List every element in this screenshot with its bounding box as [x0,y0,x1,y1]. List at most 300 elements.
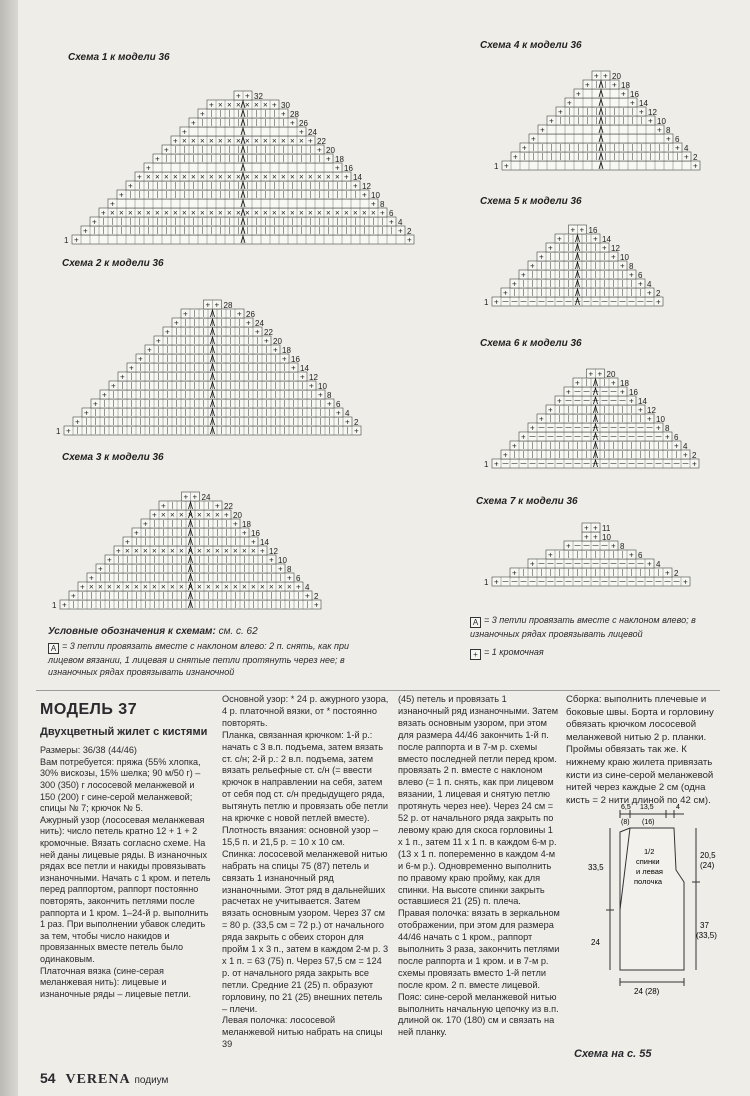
legend-item-1-text: = 3 петли провязать вместе с наклоном влево: 2 п. снять, как при лицевом вязании, 1 лицевая и снятые петли протянуть через нее; в изнаночных рядах провязывать изнаночной [48,641,349,677]
svg-text:×: × [182,172,187,182]
svg-text:+: + [648,116,653,126]
row-number-label: 20 [273,337,282,346]
chart-row [546,550,643,560]
row-number-label: 12 [648,108,657,117]
svg-text:×: × [272,136,277,146]
svg-text:+: + [138,354,143,364]
row-number-label: 6 [296,574,301,583]
chart-row [100,390,332,400]
svg-text:×: × [335,208,340,218]
svg-text:×: × [254,208,259,218]
svg-text:+: + [494,459,499,469]
svg-text:+: + [300,372,305,382]
svg-text:+: + [512,279,517,289]
row-number-label: 30 [281,101,290,110]
chart-row [82,408,350,418]
svg-text:×: × [260,582,265,592]
svg-text:×: × [188,546,193,556]
chart-row [510,568,679,578]
chart-row [529,134,680,144]
row-number-label: 2 [407,227,412,236]
chart-row [52,600,321,610]
svg-text:×: × [179,582,184,592]
svg-text:×: × [146,208,151,218]
chart-row [81,226,412,236]
svg-text:+: + [273,345,278,355]
svg-text:+: + [174,318,179,328]
row-number-label: 4 [398,218,403,227]
chart-row [587,369,616,379]
svg-text:+: + [656,297,661,307]
svg-text:+: + [597,369,603,379]
chart-row [546,243,620,253]
svg-text:×: × [134,546,139,556]
svg-text:×: × [209,208,214,218]
svg-text:+: + [638,279,643,289]
svg-text:+: + [512,568,517,578]
svg-text:×: × [170,582,175,592]
row-number-label: 1 [56,427,61,436]
chart-row [87,573,301,583]
chart-row [510,441,688,451]
row-number-label: 6 [638,551,643,560]
row-number-label: 14 [353,173,362,182]
svg-text:+: + [80,582,85,592]
row-number-label: 4 [345,409,350,418]
svg-text:×: × [317,208,322,218]
chart-row [484,459,699,469]
svg-text:+: + [354,426,359,436]
svg-text:+: + [236,91,241,101]
decrease-symbol-icon: A [48,643,59,654]
svg-text:×: × [254,136,259,146]
svg-text:+: + [200,109,205,119]
row-number-label: 10 [318,382,327,391]
chart-row [105,555,287,565]
svg-text:×: × [254,100,259,110]
svg-text:×: × [245,100,250,110]
chart-row [90,217,403,227]
svg-text:+: + [588,369,594,379]
svg-text:×: × [290,208,295,218]
row-number-label: 12 [309,373,318,382]
legend-item-3-text: = 1 кромочная [484,647,544,657]
svg-text:+: + [299,127,304,137]
chart-row [154,336,282,346]
svg-text:+: + [129,363,134,373]
svg-text:+: + [83,226,88,236]
svg-text:+: + [291,363,296,373]
chart-row [141,519,251,529]
chart-row [510,279,652,289]
chart-5-title: Схема 5 к модели 36 [480,196,582,207]
chart-row [484,577,690,587]
row-number-label: 8 [327,391,332,400]
svg-text:+: + [110,199,115,209]
svg-text:+: + [362,190,367,200]
svg-text:×: × [233,582,238,592]
chart-row [501,288,661,298]
svg-text:×: × [227,136,232,146]
svg-text:+: + [521,270,526,280]
svg-text:+: + [84,408,89,418]
svg-text:+: + [576,89,581,99]
row-number-label: 1 [64,236,69,245]
svg-text:+: + [102,390,107,400]
row-number-label: 4 [656,560,661,569]
chart-row [519,270,643,280]
dim-shoulder: 13,5 [640,804,654,811]
row-number-label: 12 [611,244,620,253]
svg-text:×: × [299,172,304,182]
svg-text:+: + [143,519,148,529]
svg-text:×: × [218,172,223,182]
chart-row [150,510,242,520]
dim-right-upper: 20,5 [700,851,716,860]
svg-text:+: + [683,450,688,460]
chart-row [127,363,309,373]
row-number-label: 14 [260,538,269,547]
svg-text:+: + [192,492,198,502]
svg-text:×: × [245,136,250,146]
svg-text:+: + [147,345,152,355]
chart-row [136,354,300,364]
svg-text:×: × [227,172,232,182]
svg-text:+: + [611,541,616,551]
svg-text:×: × [98,582,103,592]
svg-text:+: + [111,381,116,391]
dim-armhole-top: 4 [676,804,680,811]
svg-text:+: + [314,600,319,610]
svg-text:+: + [557,234,562,244]
svg-text:+: + [594,71,599,81]
row-number-label: 12 [647,406,656,415]
svg-text:×: × [251,582,256,592]
chart-row [484,297,663,307]
chart-row [569,225,598,235]
chart-row [583,80,630,90]
row-number-label: 16 [630,90,639,99]
svg-text:×: × [344,208,349,218]
row-number-label: 11 [602,524,611,533]
chart-row [520,143,689,153]
chart-row [537,252,629,262]
svg-text:×: × [281,136,286,146]
svg-text:×: × [278,582,283,592]
svg-text:×: × [308,208,313,218]
svg-text:+: + [530,423,535,433]
svg-text:×: × [224,546,229,556]
svg-text:×: × [287,582,292,592]
svg-text:+: + [278,564,283,574]
svg-text:+: + [116,546,121,556]
chart-row [126,181,371,191]
svg-text:×: × [290,136,295,146]
svg-text:×: × [107,582,112,592]
chart-row [99,208,394,218]
row-number-label: 12 [362,182,371,191]
legend-item-2 [470,614,720,640]
row-number-label: 10 [602,533,611,542]
dim-neck: 6,5 [621,804,631,811]
row-number-label: 24 [255,319,264,328]
svg-text:+: + [584,523,589,533]
svg-text:+: + [629,270,634,280]
svg-text:+: + [120,372,125,382]
svg-text:+: + [107,555,112,565]
svg-text:×: × [173,208,178,218]
chart-row [144,163,353,173]
page-number: 54 [40,1070,56,1086]
brand-logo: VERENA [65,1072,131,1087]
svg-text:+: + [611,378,616,388]
row-number-label: 8 [380,200,385,209]
svg-text:+: + [98,564,103,574]
chart-row [162,145,335,155]
row-number-label: 18 [282,346,291,355]
row-number-label: 14 [638,397,647,406]
svg-text:×: × [152,582,157,592]
row-number-label: 2 [354,418,359,427]
svg-text:×: × [125,546,130,556]
svg-text:+: + [674,441,679,451]
row-number-label: 1 [484,460,489,469]
svg-text:+: + [530,559,535,569]
svg-text:×: × [227,100,232,110]
row-number-label: 12 [269,547,278,556]
chart-2-grid [52,266,392,441]
chart-row [145,345,291,355]
row-number-label: 22 [264,328,273,337]
svg-text:+: + [255,327,260,337]
svg-text:×: × [197,546,202,556]
svg-text:+: + [165,327,170,337]
svg-text:×: × [125,582,130,592]
svg-text:+: + [629,550,634,560]
svg-text:×: × [197,582,202,592]
svg-text:+: + [503,450,508,460]
svg-text:+: + [155,154,160,164]
svg-text:+: + [522,143,527,153]
svg-text:+: + [125,537,130,547]
legend-title [48,626,258,637]
dim-neck-alt: (8) [621,819,630,826]
svg-text:+: + [161,501,166,511]
chart-row [172,318,264,328]
svg-text:×: × [155,172,160,182]
chart-row [73,417,359,427]
chart-6-title: Схема 6 к модели 36 [480,338,582,349]
svg-text:+: + [344,172,349,182]
row-number-label: 24 [308,128,317,137]
svg-text:×: × [224,582,229,592]
svg-text:+: + [146,163,151,173]
chart-row [207,100,290,110]
chart-row [181,309,255,319]
row-number-label: 10 [657,117,666,126]
piece-label-4: полочка [634,877,663,886]
svg-text:+: + [638,405,643,415]
svg-text:+: + [647,414,652,424]
row-number-label: 6 [674,433,679,442]
svg-text:+: + [89,573,94,583]
svg-text:×: × [245,172,250,182]
page-spine [0,0,18,1096]
svg-text:+: + [407,235,412,245]
svg-text:×: × [116,582,121,592]
chart-1-title: Схема 1 к модели 36 [68,52,170,63]
chart-5-grid [480,204,690,312]
row-number-label: 4 [647,280,652,289]
svg-text:+: + [494,577,499,587]
column-1-text: Размеры: 36/38 (44/46) Вам потребуется: пряжа (55% хлопка, 30% вискозы, 15% шелка; 90 м/50 г) – 300 (350) г лососевой меланжевой и 150 (200) г сине-серой меланжевой; спицы № 7; крючок № 5. Ажурный узор (лососевая меланжевая нить): число петель кратно 12 + 1 + 2 кромочные. Вязать согласно схеме. На ней даны лицевые ряды. В изнаночных рядах все петли и накиды провязывать изнаночными. Начать с 1 кром. и петель перед раппортом, раппорт постоянно повторять, закончить петлями после раппорта и 1 кром. 1–24-й р. выполнить 1 раз. При выполнении убавок следить за тем, чтобы число накидов и провязанных вместе петель было одинаковым. Платочная вязка (сине-серая меланжевая нить): лицевые и изнаночные ряды – лицевые петли. [40,745,211,999]
svg-text:×: × [263,208,268,218]
svg-text:×: × [206,582,211,592]
vest-pattern-diagram [588,800,723,1040]
column-3-text: (45) петель и провязать 1 изнаночный ряд изнаночными. Затем вязать основным узором, при этом для размера 44/46 закончить 1-й п. после раппорта и в 7-м р. схемы вместо последней петли перед кром. провязать 2 п. вместе с наклоном влево (= 1 п. снять, как при лицевом вязании, 1 лицевая и снятую петлю протянуть через нее). Через 24 см = 52 р. от начального ряда закрыть по левому краю для скоса горловины 1 х 1 п., затем 11 х 1 п. в каждом 6-м р. (13 х 1 п. попеременно в каждом 4-м и 6-м р.). Одновременно выполнить по правому краю пройму, как для спинки. На высоте спинки закрыть оставшиеся 21 (25) п. плеча. Правая полочка: вязать в зеркальном отображении, при этом для размера 44/46 начать с 1 кром., раппорт выполнить 3 раза, закончить петлями после раппорта и 1 кром. и в 7-м р. схемы провязать вместо 1-й петли после кром. 2 п. вместе лицевой. Пояс: сине-серой меланжевой нитью выполнить начальную цепочку из в.п. длиной ок. 170 (180) см и связать на ней планку. [398,694,560,1038]
svg-text:+: + [512,441,517,451]
svg-text:+: + [584,532,589,542]
svg-text:×: × [233,546,238,556]
row-number-label: 2 [692,451,697,460]
svg-text:+: + [548,243,553,253]
svg-text:+: + [657,125,662,135]
svg-text:×: × [299,136,304,146]
svg-text:×: × [245,208,250,218]
dim-left-lower: 24 [591,938,600,947]
chart-row [555,396,647,406]
svg-text:+: + [513,152,518,162]
decrease-purl-symbol-icon: A [470,617,481,628]
svg-text:×: × [251,546,256,556]
chart-row [118,372,318,382]
svg-text:×: × [143,582,148,592]
chart-row [555,234,611,244]
section-divider [36,690,720,691]
svg-text:+: + [317,145,322,155]
svg-text:+: + [693,161,698,171]
svg-text:×: × [137,208,142,218]
svg-text:+: + [242,528,247,538]
row-number-label: 16 [291,355,300,364]
row-number-label: 18 [242,520,251,529]
svg-text:×: × [200,136,205,146]
column-2-text: Основной узор: * 24 р. ажурного узора, 4 р. платочной вязки, от * постоянно повторять. Планка, связанная крючком: 1-й р.: начать с 3 в.п. подъема, затем вязать ст. с/н; 2-й р.: 2 в.п. подъема, затем вязать рельефные ст. с/н (= ввести крючок в направлении на себя, затем от себя под ст. с/н предыдущего ряда, вытянуть петлю и провязать обе петли на крючке с новой петлей вместе). Плотность вязания: основной узор – 15,5 п. и 21,5 р. = 10 х 10 см. Спинка: лососевой меланжевой нитью набрать на спицы 75 (87) петель и связать 1 изнаночный ряд изнаночными. Этот ряд в дальнейших расчетах не учитывается. Затем вязать основным узором. Через 37 см = 80 р. (33,5 см = 72 р.) от начального ряда закрыть с обеих сторон для пройм 1 х 3 п., затем в каждом 2-м р. 3 х 1 п. = 63 (75) п. Через 57,5 см = 124 р. от начального ряда закрыть все петли. Средние 21 (25) п. образуют горловину, по 21 (25) внешних петель – плечи. Левая полочка: лососевой меланжевой нитью набрать на спицы 39 [222,694,389,1050]
svg-text:+: + [548,405,553,415]
svg-text:+: + [665,568,670,578]
chart-row [234,91,263,101]
chart-row [91,399,341,409]
svg-text:+: + [183,309,188,319]
row-number-label: 14 [300,364,309,373]
svg-text:×: × [155,208,160,218]
svg-text:×: × [269,582,274,592]
chart-row [117,190,380,200]
chart-row [132,528,260,538]
row-number-label: 8 [287,565,292,574]
svg-text:×: × [209,172,214,182]
svg-text:+: + [246,318,251,328]
row-number-label: 2 [693,153,698,162]
row-number-label: 28 [223,301,233,310]
chart-row [69,591,319,601]
svg-text:×: × [191,136,196,146]
row-number-label: 1 [484,578,489,587]
row-number-label: 32 [254,92,263,101]
row-number-label: 8 [620,542,625,551]
chart-row [153,154,344,164]
svg-text:+: + [675,143,680,153]
chart-row [537,414,665,424]
chart-row [171,136,326,146]
svg-text:×: × [134,582,139,592]
svg-text:+: + [566,387,571,397]
svg-text:+: + [296,582,301,592]
row-number-label: 1 [52,601,57,610]
row-number-label: 26 [299,119,308,128]
svg-text:+: + [128,181,133,191]
chart-row [573,378,629,388]
row-number-label: 24 [201,493,211,502]
svg-text:+: + [156,336,161,346]
legend-item-2-text: = 3 петли провязать вместе с наклоном влево; в изнаночных рядах провязывать лицевой [470,615,696,639]
svg-text:+: + [504,161,509,171]
svg-text:+: + [93,399,98,409]
svg-text:×: × [218,136,223,146]
svg-text:+: + [611,252,616,262]
row-number-label: 2 [656,289,661,298]
svg-text:×: × [173,172,178,182]
row-number-label: 10 [656,415,665,424]
chart-row [582,532,611,542]
row-number-label: 14 [602,235,611,244]
svg-text:+: + [269,555,274,565]
svg-text:×: × [362,208,367,218]
svg-text:×: × [236,208,241,218]
row-number-label: 8 [665,424,670,433]
row-number-label: 22 [224,502,233,511]
svg-text:+: + [593,234,598,244]
row-number-label: 2 [674,569,679,578]
schema-reference: Схема на с. 55 [574,1048,652,1060]
svg-text:+: + [692,459,697,469]
page-footer [40,1070,168,1088]
dim-right-upper-alt: (24) [700,861,715,870]
article-column-2 [222,694,390,1051]
svg-text:+: + [191,118,196,128]
svg-text:×: × [206,546,211,556]
svg-text:+: + [557,396,562,406]
row-number-label: 1 [484,298,489,307]
svg-text:+: + [224,510,229,520]
chart-row [78,582,310,592]
svg-text:×: × [290,172,295,182]
svg-text:×: × [242,582,247,592]
svg-text:×: × [179,546,184,556]
svg-text:+: + [287,573,292,583]
svg-text:+: + [540,125,545,135]
chart-row [556,107,657,117]
svg-text:+: + [318,390,323,400]
svg-text:×: × [218,208,223,218]
svg-text:×: × [263,136,268,146]
svg-text:+: + [602,243,607,253]
svg-text:+: + [209,100,214,110]
svg-text:+: + [621,89,626,99]
piece-label-1: 1/2 [644,847,655,856]
svg-text:+: + [152,510,157,520]
row-number-label: 22 [317,137,326,146]
